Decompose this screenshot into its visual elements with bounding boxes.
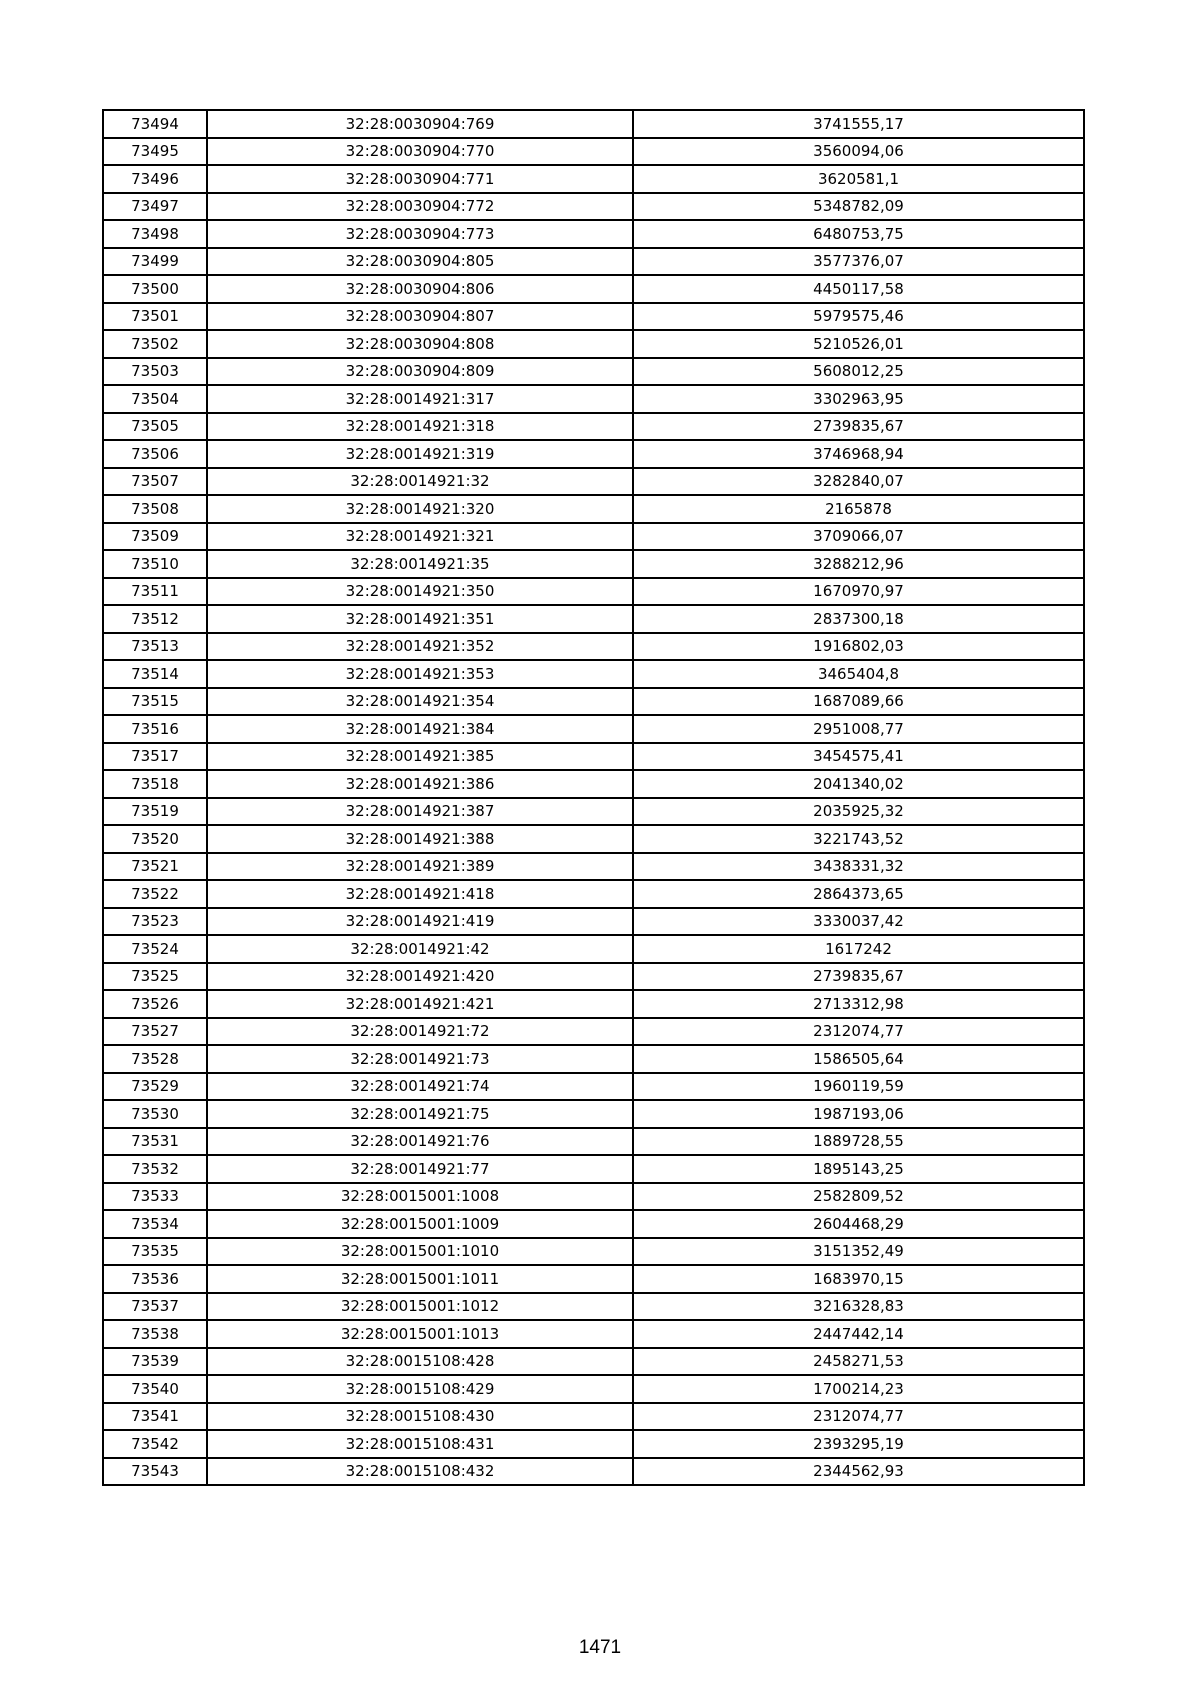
table-row [103, 413, 1084, 441]
row-number-cell: 73508 [103, 495, 207, 523]
cadastral-number-cell: 32:28:0014921:388 [207, 825, 633, 853]
value-cell: 3741555,17 [633, 110, 1084, 138]
row-number-cell: 73538 [103, 1320, 207, 1348]
value-cell: 2458271,53 [633, 1348, 1084, 1376]
table-row [103, 248, 1084, 276]
row-number-cell: 73530 [103, 1100, 207, 1128]
table-row [103, 1018, 1084, 1046]
row-number-cell: 73506 [103, 440, 207, 468]
cadastral-number-cell: 32:28:0030904:770 [207, 138, 633, 166]
cadastral-number-cell: 32:28:0014921:76 [207, 1128, 633, 1156]
cadastral-number-cell: 32:28:0014921:420 [207, 963, 633, 991]
cadastral-number-cell: 32:28:0014921:421 [207, 990, 633, 1018]
row-number-cell: 73494 [103, 110, 207, 138]
cadastral-number-cell: 32:28:0015108:430 [207, 1403, 633, 1431]
value-cell: 5348782,09 [633, 193, 1084, 221]
table-row [103, 1045, 1084, 1073]
table-row [103, 1430, 1084, 1458]
value-cell: 1916802,03 [633, 633, 1084, 661]
row-number-cell: 73534 [103, 1210, 207, 1238]
cadastral-number-cell: 32:28:0014921:42 [207, 935, 633, 963]
row-number-cell: 73528 [103, 1045, 207, 1073]
row-number-cell: 73517 [103, 743, 207, 771]
row-number-cell: 73524 [103, 935, 207, 963]
row-number-cell: 73512 [103, 605, 207, 633]
row-number-cell: 73496 [103, 165, 207, 193]
cadastral-number-cell: 32:28:0015001:1008 [207, 1183, 633, 1211]
value-cell: 3577376,07 [633, 248, 1084, 276]
value-cell: 2035925,32 [633, 798, 1084, 826]
row-number-cell: 73495 [103, 138, 207, 166]
cadastral-number-cell: 32:28:0014921:321 [207, 523, 633, 551]
table-row [103, 193, 1084, 221]
value-cell: 2582809,52 [633, 1183, 1084, 1211]
table-row [103, 165, 1084, 193]
value-cell: 1889728,55 [633, 1128, 1084, 1156]
cadastral-number-cell: 32:28:0015108:429 [207, 1375, 633, 1403]
value-cell: 2312074,77 [633, 1018, 1084, 1046]
cadastral-number-cell: 32:28:0014921:75 [207, 1100, 633, 1128]
row-number-cell: 73513 [103, 633, 207, 661]
table-row [103, 715, 1084, 743]
cadastral-number-cell: 32:28:0015001:1009 [207, 1210, 633, 1238]
value-cell: 3454575,41 [633, 743, 1084, 771]
table-row [103, 798, 1084, 826]
table-row [103, 935, 1084, 963]
table-row [103, 660, 1084, 688]
row-number-cell: 73520 [103, 825, 207, 853]
row-number-cell: 73532 [103, 1155, 207, 1183]
value-cell: 2739835,67 [633, 963, 1084, 991]
value-cell: 6480753,75 [633, 220, 1084, 248]
row-number-cell: 73503 [103, 358, 207, 386]
row-number-cell: 73533 [103, 1183, 207, 1211]
table-row [103, 605, 1084, 633]
table-row [103, 303, 1084, 331]
row-number-cell: 73542 [103, 1430, 207, 1458]
row-number-cell: 73535 [103, 1238, 207, 1266]
value-cell: 3746968,94 [633, 440, 1084, 468]
cadastral-number-cell: 32:28:0014921:73 [207, 1045, 633, 1073]
cadastral-number-cell: 32:28:0030904:772 [207, 193, 633, 221]
table-row [103, 1155, 1084, 1183]
table-row [103, 743, 1084, 771]
cadastral-number-cell: 32:28:0014921:419 [207, 908, 633, 936]
value-cell: 1687089,66 [633, 688, 1084, 716]
cadastral-number-cell: 32:28:0014921:354 [207, 688, 633, 716]
table-row [103, 110, 1084, 138]
cadastral-number-cell: 32:28:0014921:319 [207, 440, 633, 468]
table-row [103, 1293, 1084, 1321]
row-number-cell: 73510 [103, 550, 207, 578]
table-row [103, 1403, 1084, 1431]
value-cell: 2344562,93 [633, 1458, 1084, 1486]
cadastral-number-cell: 32:28:0030904:771 [207, 165, 633, 193]
cadastral-number-cell: 32:28:0014921:72 [207, 1018, 633, 1046]
cadastral-number-cell: 32:28:0015108:428 [207, 1348, 633, 1376]
value-cell: 1987193,06 [633, 1100, 1084, 1128]
value-cell: 3282840,07 [633, 468, 1084, 496]
value-cell: 2312074,77 [633, 1403, 1084, 1431]
value-cell: 3302963,95 [633, 385, 1084, 413]
row-number-cell: 73526 [103, 990, 207, 1018]
table-row [103, 550, 1084, 578]
row-number-cell: 73498 [103, 220, 207, 248]
table-row [103, 1183, 1084, 1211]
value-cell: 1617242 [633, 935, 1084, 963]
row-number-cell: 73541 [103, 1403, 207, 1431]
row-number-cell: 73527 [103, 1018, 207, 1046]
table-row [103, 330, 1084, 358]
cadastral-number-cell: 32:28:0014921:32 [207, 468, 633, 496]
table-row [103, 990, 1084, 1018]
table-row [103, 1100, 1084, 1128]
cadastral-number-cell: 32:28:0014921:384 [207, 715, 633, 743]
table-row [103, 440, 1084, 468]
value-cell: 5979575,46 [633, 303, 1084, 331]
table-row [103, 578, 1084, 606]
cadastral-number-cell: 32:28:0014921:74 [207, 1073, 633, 1101]
value-cell: 3560094,06 [633, 138, 1084, 166]
value-cell: 1683970,15 [633, 1265, 1084, 1293]
value-cell: 3709066,07 [633, 523, 1084, 551]
table-row [103, 688, 1084, 716]
value-cell: 2951008,77 [633, 715, 1084, 743]
cadastral-number-cell: 32:28:0030904:807 [207, 303, 633, 331]
table-row [103, 770, 1084, 798]
row-number-cell: 73516 [103, 715, 207, 743]
cadastral-number-cell: 32:28:0014921:389 [207, 853, 633, 881]
cadastral-number-cell: 32:28:0015001:1013 [207, 1320, 633, 1348]
cadastral-number-cell: 32:28:0014921:351 [207, 605, 633, 633]
value-cell: 2739835,67 [633, 413, 1084, 441]
table-row [103, 1238, 1084, 1266]
row-number-cell: 73536 [103, 1265, 207, 1293]
cadastral-number-cell: 32:28:0015108:431 [207, 1430, 633, 1458]
value-cell: 2837300,18 [633, 605, 1084, 633]
row-number-cell: 73497 [103, 193, 207, 221]
data-table [102, 109, 1085, 1486]
row-number-cell: 73525 [103, 963, 207, 991]
cadastral-number-cell: 32:28:0014921:418 [207, 880, 633, 908]
cadastral-number-cell: 32:28:0030904:806 [207, 275, 633, 303]
cadastral-number-cell: 32:28:0015001:1011 [207, 1265, 633, 1293]
table-row [103, 1348, 1084, 1376]
table-row [103, 275, 1084, 303]
table-row [103, 385, 1084, 413]
value-cell: 3216328,83 [633, 1293, 1084, 1321]
table-row [103, 963, 1084, 991]
cadastral-number-cell: 32:28:0014921:320 [207, 495, 633, 523]
value-cell: 3465404,8 [633, 660, 1084, 688]
cadastral-number-cell: 32:28:0014921:318 [207, 413, 633, 441]
cadastral-number-cell: 32:28:0014921:353 [207, 660, 633, 688]
row-number-cell: 73529 [103, 1073, 207, 1101]
table-row [103, 908, 1084, 936]
row-number-cell: 73499 [103, 248, 207, 276]
value-cell: 1700214,23 [633, 1375, 1084, 1403]
table-row [103, 1320, 1084, 1348]
row-number-cell: 73518 [103, 770, 207, 798]
cadastral-number-cell: 32:28:0014921:385 [207, 743, 633, 771]
cadastral-number-cell: 32:28:0014921:352 [207, 633, 633, 661]
table-row [103, 633, 1084, 661]
value-cell: 3330037,42 [633, 908, 1084, 936]
value-cell: 2604468,29 [633, 1210, 1084, 1238]
table-row [103, 358, 1084, 386]
value-cell: 1895143,25 [633, 1155, 1084, 1183]
table-row [103, 468, 1084, 496]
table-row [103, 523, 1084, 551]
row-number-cell: 73521 [103, 853, 207, 881]
value-cell: 2864373,65 [633, 880, 1084, 908]
row-number-cell: 73501 [103, 303, 207, 331]
value-cell: 1670970,97 [633, 578, 1084, 606]
table-row [103, 1265, 1084, 1293]
value-cell: 2041340,02 [633, 770, 1084, 798]
table-body [103, 110, 1084, 1485]
cadastral-number-cell: 32:28:0014921:317 [207, 385, 633, 413]
cadastral-number-cell: 32:28:0014921:77 [207, 1155, 633, 1183]
cadastral-number-cell: 32:28:0030904:773 [207, 220, 633, 248]
value-cell: 4450117,58 [633, 275, 1084, 303]
value-cell: 3620581,1 [633, 165, 1084, 193]
cadastral-number-cell: 32:28:0015108:432 [207, 1458, 633, 1486]
row-number-cell: 73515 [103, 688, 207, 716]
row-number-cell: 73507 [103, 468, 207, 496]
cadastral-number-cell: 32:28:0015001:1012 [207, 1293, 633, 1321]
row-number-cell: 73540 [103, 1375, 207, 1403]
row-number-cell: 73543 [103, 1458, 207, 1486]
table-row [103, 220, 1084, 248]
row-number-cell: 73509 [103, 523, 207, 551]
table-row [103, 1210, 1084, 1238]
row-number-cell: 73511 [103, 578, 207, 606]
cadastral-number-cell: 32:28:0014921:350 [207, 578, 633, 606]
value-cell: 5608012,25 [633, 358, 1084, 386]
row-number-cell: 73500 [103, 275, 207, 303]
cadastral-number-cell: 32:28:0014921:386 [207, 770, 633, 798]
table-row [103, 825, 1084, 853]
table-row [103, 1128, 1084, 1156]
table-row [103, 1073, 1084, 1101]
row-number-cell: 73514 [103, 660, 207, 688]
value-cell: 2447442,14 [633, 1320, 1084, 1348]
value-cell: 3438331,32 [633, 853, 1084, 881]
table-row [103, 495, 1084, 523]
row-number-cell: 73539 [103, 1348, 207, 1376]
row-number-cell: 73505 [103, 413, 207, 441]
row-number-cell: 73523 [103, 908, 207, 936]
row-number-cell: 73519 [103, 798, 207, 826]
value-cell: 3151352,49 [633, 1238, 1084, 1266]
value-cell: 2393295,19 [633, 1430, 1084, 1458]
table-row [103, 138, 1084, 166]
table-row [103, 1458, 1084, 1486]
value-cell: 3221743,52 [633, 825, 1084, 853]
page-number: 1471 [578, 1637, 622, 1658]
row-number-cell: 73537 [103, 1293, 207, 1321]
cadastral-number-cell: 32:28:0014921:35 [207, 550, 633, 578]
cadastral-number-cell: 32:28:0015001:1010 [207, 1238, 633, 1266]
row-number-cell: 73504 [103, 385, 207, 413]
row-number-cell: 73531 [103, 1128, 207, 1156]
cadastral-number-cell: 32:28:0030904:805 [207, 248, 633, 276]
row-number-cell: 73502 [103, 330, 207, 358]
value-cell: 3288212,96 [633, 550, 1084, 578]
value-cell: 5210526,01 [633, 330, 1084, 358]
table-row [103, 853, 1084, 881]
value-cell: 2713312,98 [633, 990, 1084, 1018]
value-cell: 1960119,59 [633, 1073, 1084, 1101]
table-row [103, 1375, 1084, 1403]
row-number-cell: 73522 [103, 880, 207, 908]
data-table-container [102, 109, 1083, 1486]
cadastral-number-cell: 32:28:0030904:769 [207, 110, 633, 138]
cadastral-number-cell: 32:28:0030904:809 [207, 358, 633, 386]
value-cell: 2165878 [633, 495, 1084, 523]
cadastral-number-cell: 32:28:0030904:808 [207, 330, 633, 358]
value-cell: 1586505,64 [633, 1045, 1084, 1073]
cadastral-number-cell: 32:28:0014921:387 [207, 798, 633, 826]
table-row [103, 880, 1084, 908]
